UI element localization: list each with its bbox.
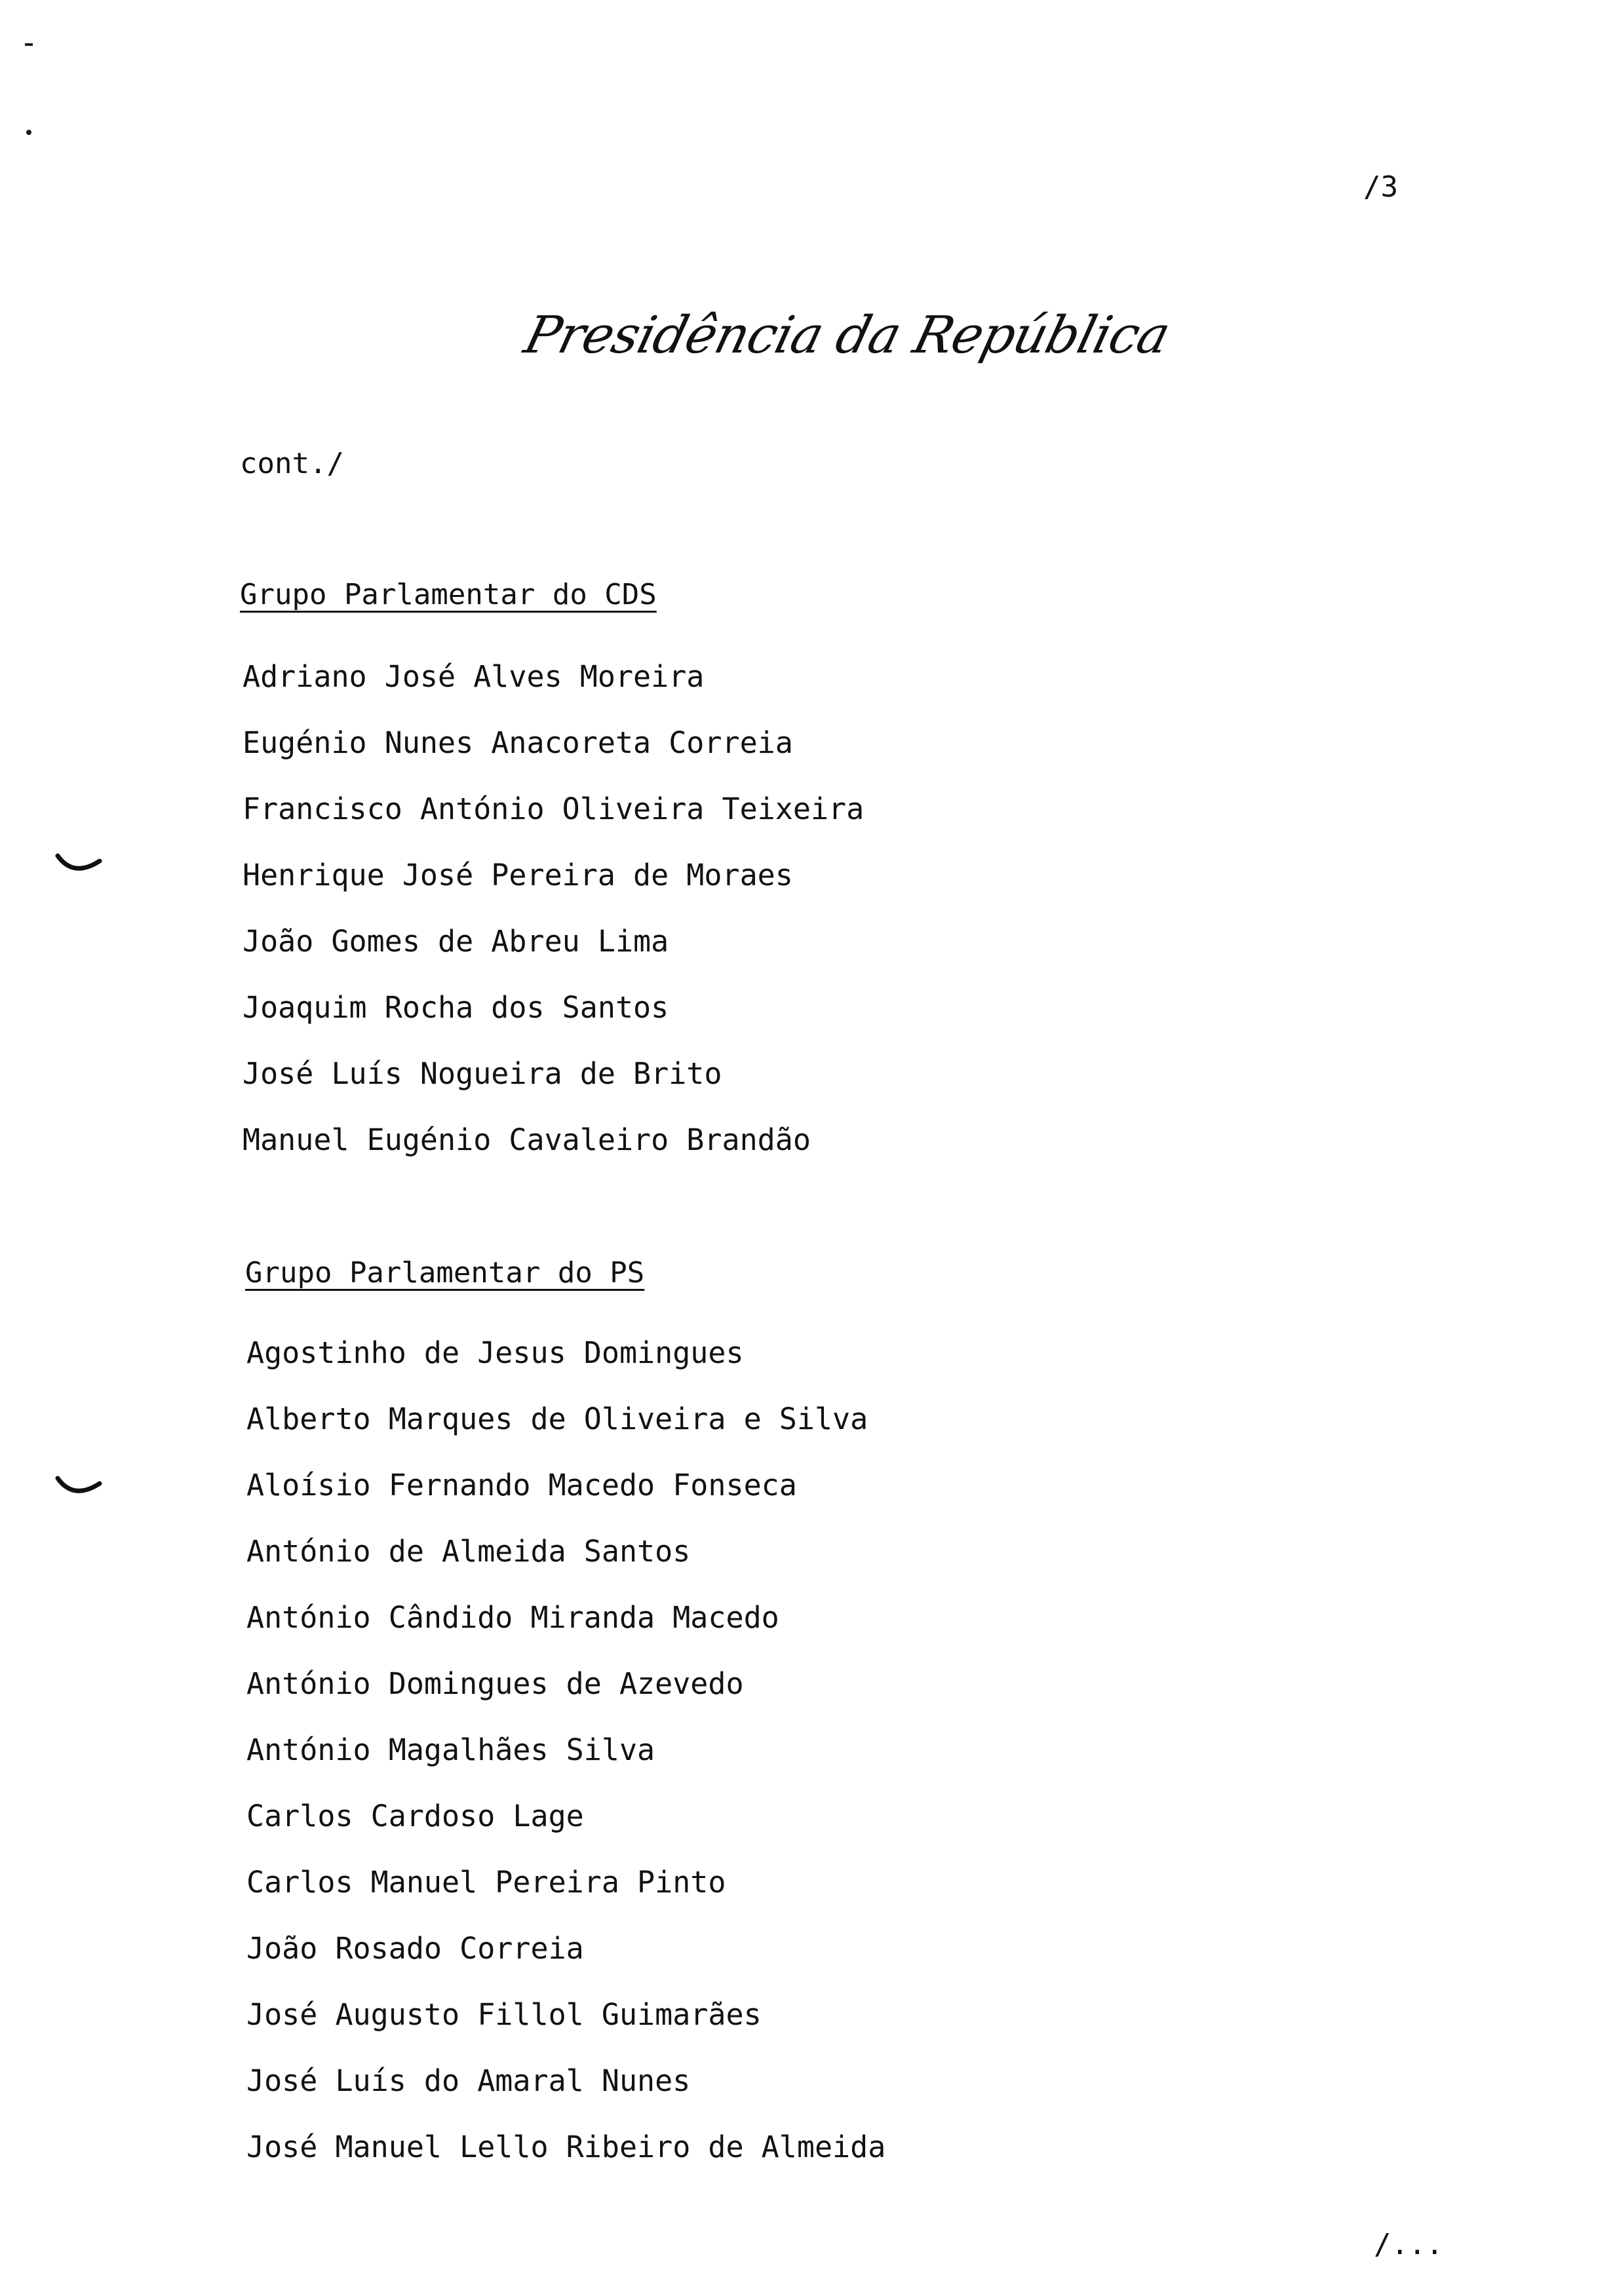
member-name: António Magalhães Silva <box>246 1732 655 1767</box>
page-number: /3 <box>1363 170 1398 204</box>
member-name: Alberto Marques de Oliveira e Silva <box>246 1402 868 1436</box>
continued-label: cont./ <box>240 447 344 480</box>
margin-dash-mark <box>25 43 33 46</box>
member-name: António Domingues de Azevedo <box>246 1666 744 1701</box>
member-name: Aloísio Fernando Macedo Fonseca <box>246 1468 797 1502</box>
member-name: Adriano José Alves Moreira <box>243 659 705 694</box>
continuation-marker: /... <box>1374 2228 1443 2261</box>
member-name: João Rosado Correia <box>246 1931 584 1966</box>
member-name: Eugénio Nunes Anacoreta Correia <box>243 725 793 760</box>
member-name: José Luís do Amaral Nunes <box>246 2063 691 2098</box>
member-name: António Cândido Miranda Macedo <box>246 1600 779 1635</box>
member-name: José Augusto Fillol Guimarães <box>246 1997 762 2032</box>
member-list-ps <box>246 1335 885 2195</box>
member-list-cds <box>243 659 864 1188</box>
member-name: João Gomes de Abreu Lima <box>243 924 669 959</box>
member-name: Francisco António Oliveira Teixeira <box>243 792 865 826</box>
margin-dot-mark <box>26 130 31 135</box>
tick-mark-icon <box>55 1474 102 1498</box>
member-name: Manuel Eugénio Cavaleiro Brandão <box>243 1122 811 1157</box>
group-title-cds: Grupo Parlamentar do CDS <box>240 578 657 611</box>
member-name: António de Almeida Santos <box>246 1534 691 1569</box>
member-name: José Luís Nogueira de Brito <box>243 1056 722 1091</box>
member-name: Carlos Cardoso Lage <box>246 1799 584 1833</box>
tick-mark-icon <box>55 852 102 875</box>
member-name: Henrique José Pereira de Moraes <box>243 858 793 892</box>
letterhead-script: Presidência da República <box>518 306 1176 365</box>
group-title-ps: Grupo Parlamentar do PS <box>245 1256 645 1290</box>
member-name: Joaquim Rocha dos Santos <box>243 990 669 1025</box>
member-name: Carlos Manuel Pereira Pinto <box>246 1865 726 1900</box>
member-name: Agostinho de Jesus Domingues <box>246 1335 744 1370</box>
member-name: José Manuel Lello Ribeiro de Almeida <box>246 2130 886 2164</box>
